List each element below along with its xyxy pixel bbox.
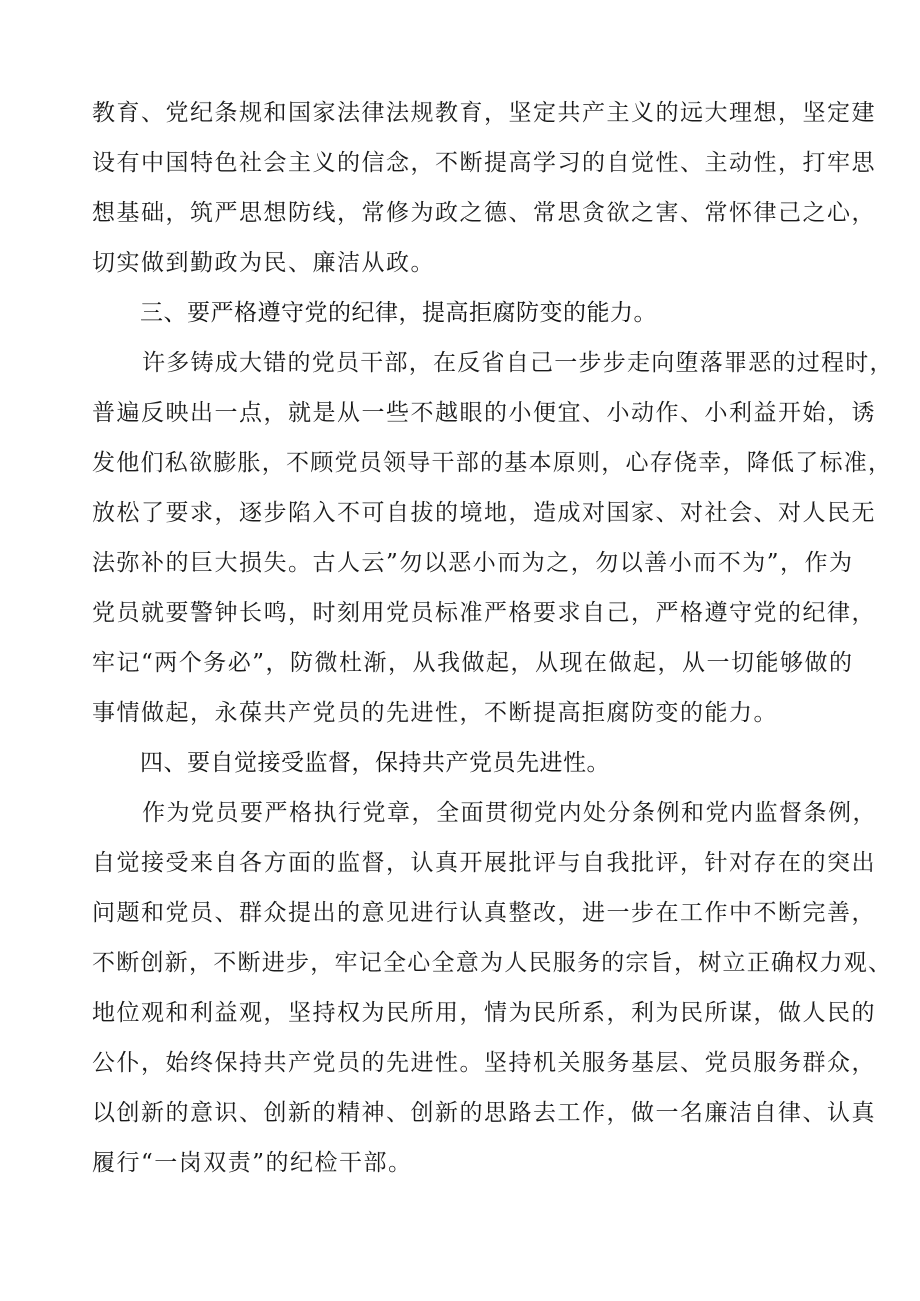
body-line: 想基础，筑严思想防线，常修为政之德、常思贪欲之害、常怀律己之心，	[92, 200, 876, 226]
body-line: 发他们私欲膨胀，不顾党员领导干部的基本原则，心存侥幸，降低了标准，	[92, 450, 893, 476]
section-heading-4: 四、要自觉接受监督，保持共产党员先进性。	[140, 750, 610, 776]
body-line: 地位观和利益观，坚持权为民所用，情为民所系，利为民所谋，做人民的	[92, 1000, 876, 1026]
body-line: 普遍反映出一点，就是从一些不越眼的小便宜、小动作、小利益开始，诱	[92, 400, 876, 426]
body-line: 公仆，始终保持共产党员的先进性。坚持机关服务基层、党员服务群众，	[92, 1050, 876, 1076]
body-line: 切实做到勤政为民、廉洁从政。	[92, 250, 435, 276]
body-line: 设有中国特色社会主义的信念，不断提高学习的自觉性、主动性，打牢思	[92, 150, 876, 176]
body-line: 放松了要求，逐步陷入不可自拔的境地，造成对国家、对社会、对人民无	[92, 500, 876, 526]
body-line: 问题和党员、群众提出的意见进行认真整改，进一步在工作中不断完善，	[92, 900, 876, 926]
body-line: 教育、党纪条规和国家法律法规教育，坚定共产主义的远大理想，坚定建	[92, 100, 876, 126]
body-line: 法弥补的巨大损失。古人云”勿以恶小而为之，勿以善小而不为”，作为	[92, 550, 854, 576]
body-line: 牢记“两个务必”，防微杜渐，从我做起，从现在做起，从一切能够做的	[92, 650, 854, 676]
body-line: 事情做起，永葆共产党员的先进性，不断提高拒腐防变的能力。	[92, 700, 778, 726]
body-line: 党员就要警钟长鸣，时刻用党员标准严格要求自己，严格遵守党的纪律，	[92, 600, 876, 626]
section-heading-3: 三、要严格遵守党的纪律，提高拒腐防变的能力。	[140, 300, 657, 326]
body-line: 不断创新，不断进步，牢记全心全意为人民服务的宗旨，树立正确权力观、	[92, 950, 893, 976]
body-line: 履行“一岗双责”的纪检干部。	[92, 1150, 413, 1176]
body-line: 以创新的意识、创新的精神、创新的思路去工作，做一名廉洁自律、认真	[92, 1100, 876, 1126]
body-line: 许多铸成大错的党员干部，在反省自己一步步走向堕落罪恶的过程时，	[142, 350, 894, 376]
body-line: 自觉接受来自各方面的监督，认真开展批评与自我批评，针对存在的突出	[92, 850, 876, 876]
body-line: 作为党员要严格执行党章，全面贯彻党内处分条例和党内监督条例，	[142, 800, 877, 826]
